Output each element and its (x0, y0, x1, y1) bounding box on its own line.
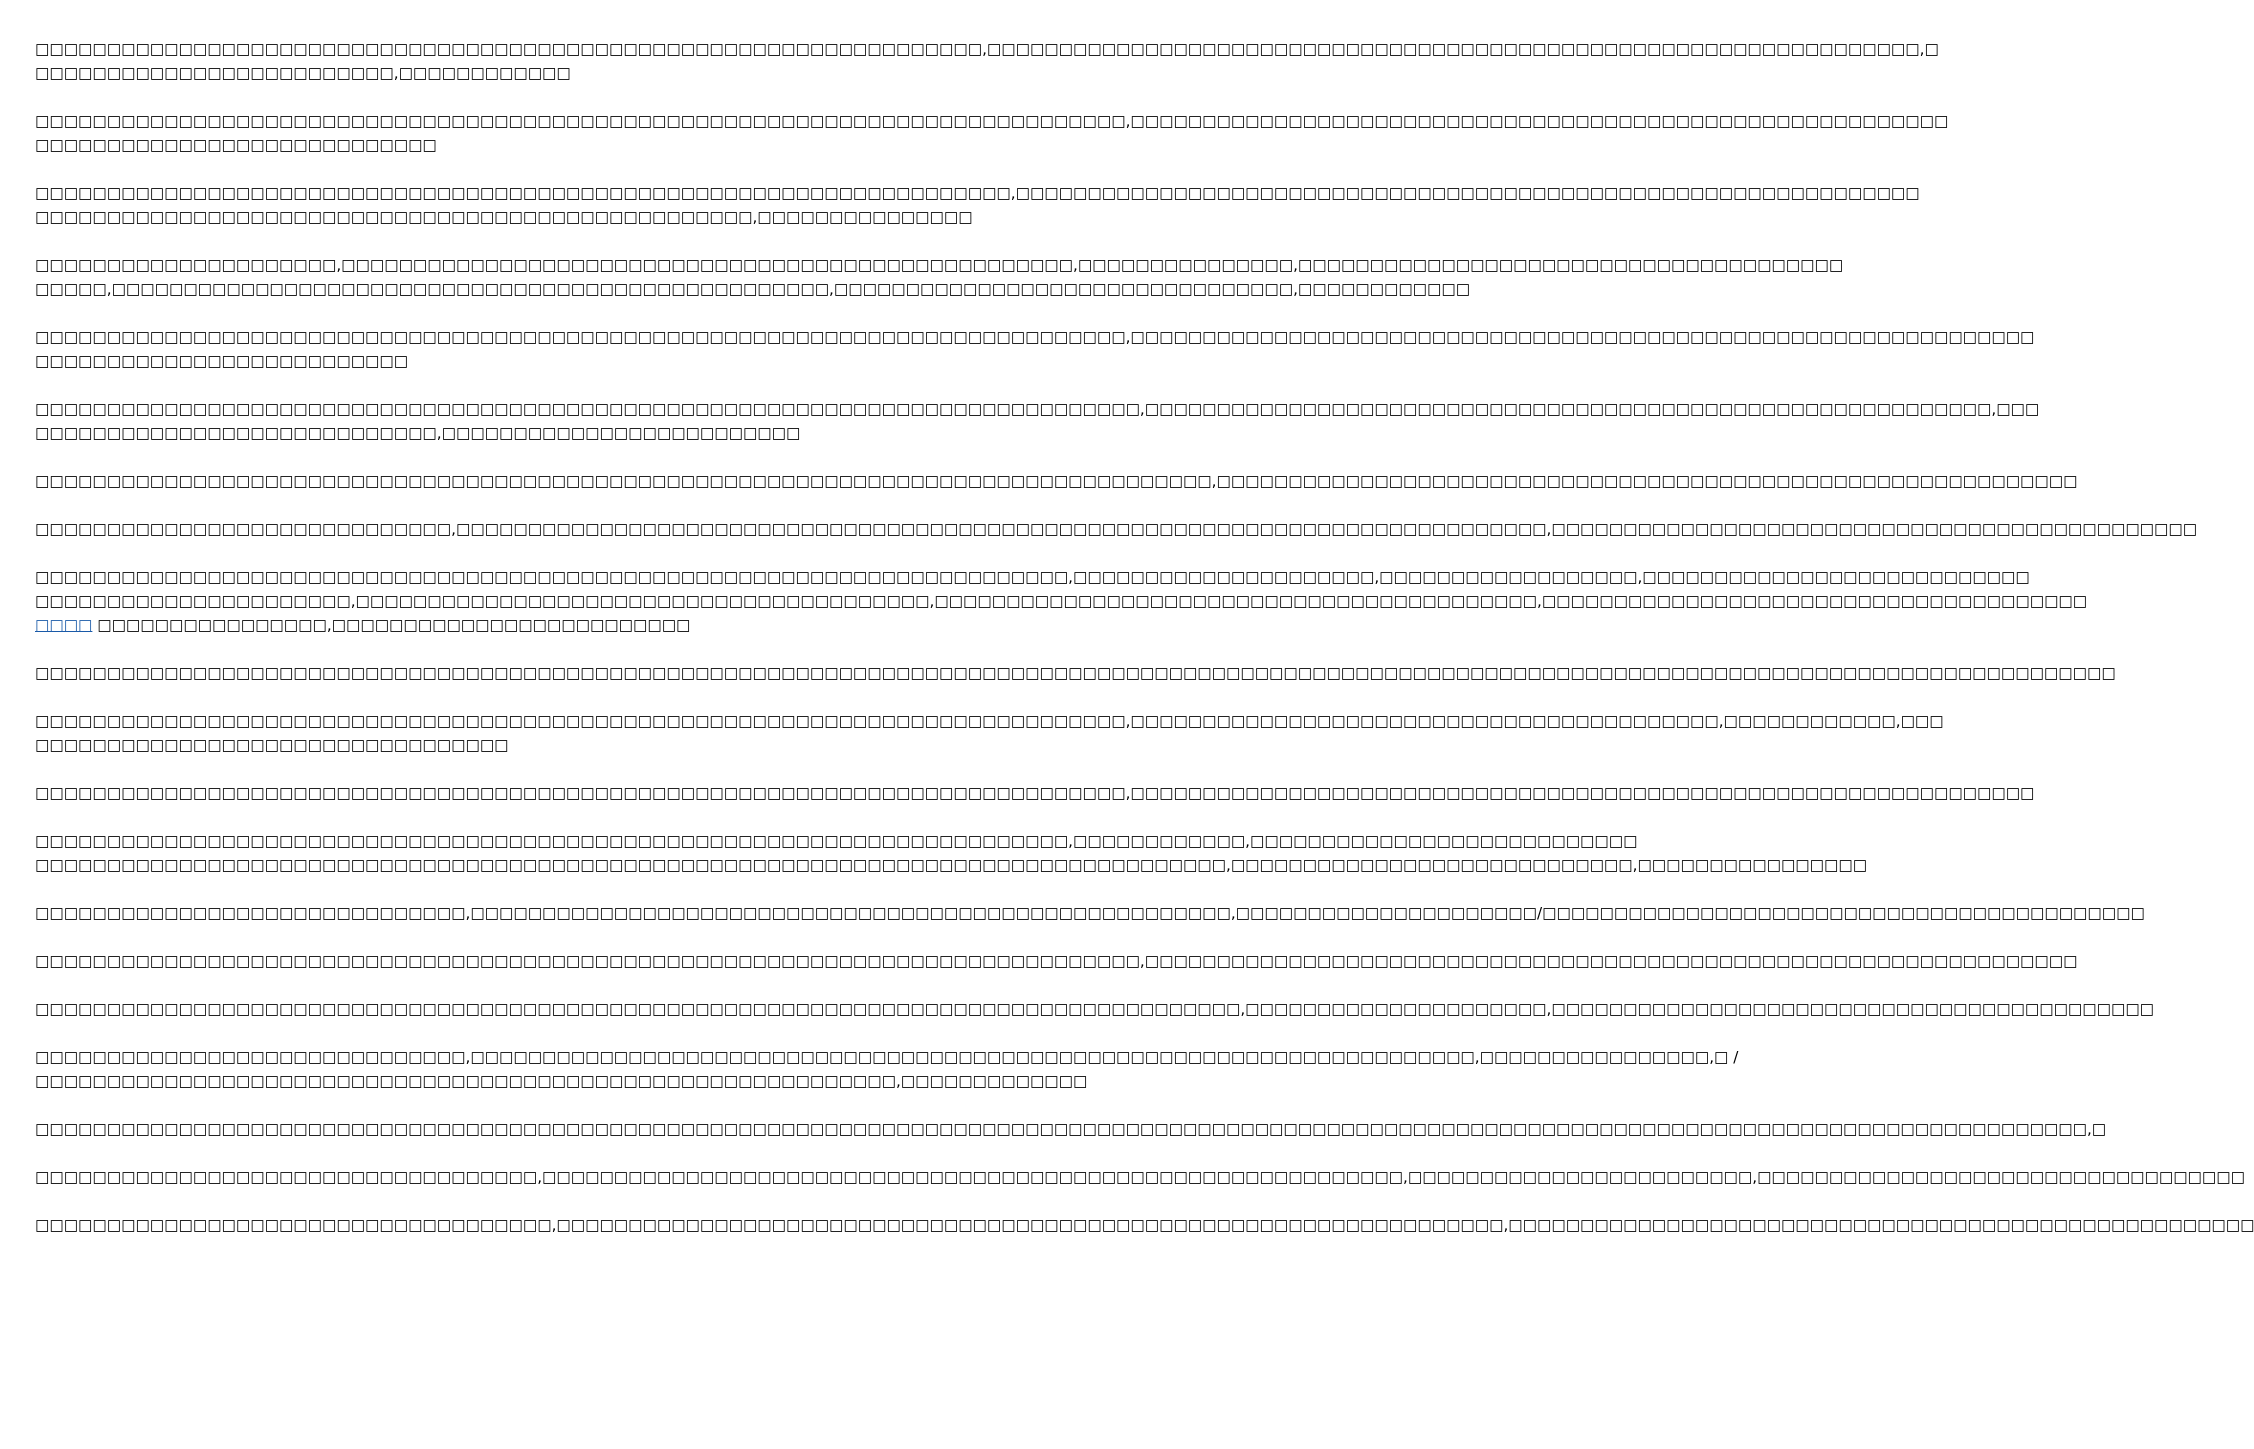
text-line: □□□□□□□□□□□□□□□□□□□□□□□□□□□□□□□□□□□□□□□□□□□□□□□□□□□□□□□□□□□□□□□□□□□□□□□□,□□□□□□□□□□□□□□□□□□□□□,□□□□□□□□□□□□□□□□□□,□□□□□□□□□□□□□□□□□□□□□□□□□□□ (35, 568, 2030, 586)
text-line: □□□□□□□□□□□□□□□□□□□□□,□□□□□□□□□□□□□□□□□□□□□□□□□□□□□□□□□□□□□□□□□□□□□□□□□□□,□□□□□□□□□□□□□□□,□□□□□□□□□□□□□□□□□□□□□□□□□□□□□□□□□□□□□□ (35, 256, 1844, 274)
text-line: □□□□□,□□□□□□□□□□□□□□□□□□□□□□□□□□□□□□□□□□□□□□□□□□□□□□□□□□,□□□□□□□□□□□□□□□□□□□□□□□□□□□□□□□□,□□□□□□□□□□□□ (35, 280, 1471, 298)
paragraph (35, 1165, 2245, 1189)
paragraph (35, 1213, 2254, 1237)
text-line: □□□□□□□□□□□□□□□□□□□□□□□□□□□□□□□□□□□□□□□□□□□□□□□□□□□□□□□□□□□□□□□□□□□□□□□□□□□□,□□□□□□□□□□□□□□□□□□□□□□□□□□□□□□□□□□□□□□□□□,□□□□□□□□□□□□,□□□ (35, 712, 1944, 730)
document-body (35, 37, 2254, 1261)
text-line: □□□□□□□□□□□□□□□□□□□□□□□□□□□□□□□□□□□□□□□□□□□□□□□□□□□□□□□□□□□□□□□□□□□□□□□□□□□□□□□□□□,□□□□□□□□□□□□□□□□□□□□□□□□□□□□□□□□□□□□□□□□□□□□□□□□□□□□□□□□□□□□ (35, 472, 2078, 490)
paragraph (35, 109, 1949, 157)
text-line: □□□□□□□□□□□□□□□□□□□□□□□□□,□□□□□□□□□□□□ (35, 64, 571, 82)
paragraph (35, 325, 2035, 373)
paragraph (35, 781, 2035, 805)
paragraph (35, 517, 2198, 541)
text-line: □□□□□□□□□□□□□□□□□□□□□□□□□□□□□□□□□□□□□□□□□□□□□□□□□□□□□□□□□□□□□□□□□□□□□□□□□□□□,□□□□□□□□□□□□□□□□□□□□□□□□□□□□□□□□□□□□□□□□□□□□□□□□□□□□□□□□□□□□□□□ (35, 784, 2035, 802)
paragraph (35, 253, 1844, 301)
paragraph (35, 661, 2116, 685)
text-line: □□□□□□□□□□□□□□□□□□□□□□□□□□□□□□□□□ (35, 736, 509, 754)
text-line: □□□□□□□□□□□□□□□□□□□□□□□□□□□□□□□□□□□□□□□□□□□□□□□□□□□□□□□□□□□□□□□□□□□□□□□□,□□□□□□□□□□□□,□□□□□□□□□□□□□□□□□□□□□□□□□□□ (35, 832, 1638, 850)
text-line: □□□□□□□□□□□□□□□□□□□□□□□□□□□□□□□□□□□□,□□□□□□□□□□□□□□□□□□□□□□□□□□□□□□□□□□□□□□□□□□□□□□□□□□□□□□□□□□□□□□□□□□,□□□□□□□□□□□□□□□□□□□□□□□□□□□□□□□□□□□□□□□□□□□□□□□□□□□□ (35, 1216, 2254, 1234)
text-line: □□□□□□□□□□□□□□□□□□□□□□□□□□□□□□□□□□□,□□□□□□□□□□□□□□□□□□□□□□□□□□□□□□□□□□□□□□□□□□□□□□□□□□□□□□□□□□□□,□□□□□□□□□□□□□□□□□□□□□□□□,□□□□□□□□□□□□□□□□□□□□□□□□□□□□□□□□□□ (35, 1168, 2245, 1186)
paragraph (35, 469, 2078, 493)
text-line: □□□□□□□□□□□□□□□□□□□□□□□□□□□□□,□□□□□□□□□□□□□□□□□□□□□□□□□□□□□□□□□□□□□□□□□□□□□□□□□□□□□□□□□□□□□□□□□□□□□□□□□□□□,□□□□□□□□□□□□□□□□□□□□□□□□□□□□□□□□□□□□□□□□□□□□□ (35, 520, 2198, 538)
text-line: □□□□□□□□□□□□□□□□□□□□□□□□□□□□□□□□□□□□□□□□□□□□□□□□□□□□□□□□□□□□□□□□□□□□□□□□□□□□□,□□□□□□□□□□□□□□□□□□□□□□□□□□□□□□□□□□□□□□□□□□□□□□□□□□□□□□□□□□□□□□□□□ (35, 952, 2078, 970)
text-line: □□□□□□□□□□□□□□□□□□□□□□□□□□□□□□,□□□□□□□□□□□□□□□□□□□□□□□□□□□□□□□□□□□□□□□□□□□□□□□□□□□□□□□□□□□□□□□□□□□□□□,□□□□□□□□□□□□□□□□,□ / (35, 1048, 1739, 1066)
text-line: □□□□□□□□□□□□□□□□□□□□□□,□□□□□□□□□□□□□□□□□□□□□□□□□□□□□□□□□□□□□□□□,□□□□□□□□□□□□□□□□□□□□□□□□□□□□□□□□□□□□□□□□□□,□□□□□□□□□□□□□□□□□□□□□□□□□□□□□□□□□□□□□□ (35, 592, 2088, 610)
text-line: □□□□□□□□□□□□□□□□□□□□□□□□□□□□,□□□□□□□□□□□□□□□□□□□□□□□□□ (35, 424, 801, 442)
paragraph (35, 397, 2040, 445)
paragraph (35, 709, 1944, 757)
text-line: □□□□□□□□□□□□□□□□□□□□□□□□□□□□□□□□□□□□□□□□□□□□□□□□□□□□□□□□□□□□□□□□□□□□□□□□□□□□,□□□□□□□□□□□□□□□□□□□□□□□□□□□□□□□□□□□□□□□□□□□□□□□□□□□□□□□□□ (35, 112, 1949, 130)
text-line: □□□□□□□□□□□□□□□□□□□□□□□□□□□□□□□□□□□□□□□□□□□□□□□□□□□□□□□□□□□□□□□□□□,□□□□□□□□□□□□□□□□□□□□□□□□□□□□□□□□□□□□□□□□□□□□□□□□□□□□□□□□□□□□□□□□□,□ (35, 40, 1939, 58)
inline-link[interactable]: □□□□ (35, 616, 93, 634)
text-line: □□□□□□□□□□□□□□□□□□□□□□□□□□□□□□□□□□□□□□□□□□□□□□□□□□□□□□□□□□□□□□□□□□□□□□□□□□□□,□□□□□□□□□□□□□□□□□□□□□□□□□□□□□□□□□□□□□□□□□□□□□□□□□□□□□□□□□□□□□□□ (35, 328, 2035, 346)
text-line-with-link (35, 613, 990, 637)
paragraph (35, 1045, 1739, 1093)
text-line: □□□□□□□□□□□□□□□□□□□□□□□□□□□□□□,□□□□□□□□□□□□□□□□□□□□□□□□□□□□□□□□□□□□□□□□□□□□□□□□□□□□□,□□□□□□□□□□□□□□□□□□□□□/□□□□□□□□□□□□□□□□□□□□□□□□□□□□□□□□□□□□□□□□□□ (35, 904, 2145, 922)
text-line: □□□□□□□□□□□□□□□□□□□□□□□□□□□□□□□□□□□□□□□□□□□□□□□□□□□□□□□□□□□□□□□□□□□□□□□□□□□□□,□□□□□□□□□□□□□□□□□□□□□□□□□□□□□□□□□□□□□□□□□□□□□□□□□□□□□□□□□□□,□□□ (35, 400, 2040, 418)
text-line: □□□□□□□□□□□□□□□□□□□□□□□□□□□□□□□□□□□□□□□□□□□□□□□□□□□□□□□□□□□□□□□□□□□□□□□□□□□□□□□□□□□□□□□□□□□□□□□□□□□□□□□□□□□□□□□□□□□□□□□□□□□□□□□□□□□□□□□□□□□□□□□,□ (35, 1120, 2107, 1138)
paragraph (35, 37, 1939, 85)
paragraph (35, 949, 2078, 973)
text-line: □□□□□□□□□□□□□□□□□□□□□□□□□□□□□□□□□□□□□□□□□□□□□□□□□□□□□□□□□□□□□□□□□□□□,□□□□□□□□□□□□□□□□□□□□□□□□□□□□□□□□□□□□□□□□□□□□□□□□□□□□□□□□□□□□□□□ (35, 184, 1920, 202)
text-line: □□□□□□□□□□□□□□□□□□□□□□□□□□□□□□□□□□□□□□□□□□□□□□□□□□□□□□□□□□□□□□□□□□□□□□□□□□□□□□□□□□□□,□□□□□□□□□□□□□□□□□□□□□,□□□□□□□□□□□□□□□□□□□□□□□□□□□□□□□□□□□□□□□□□□ (35, 1000, 2155, 1018)
paragraph (35, 1117, 2107, 1141)
paragraph (35, 901, 2145, 925)
paragraph (35, 565, 2088, 637)
text-line: □□□□□□□□□□□□□□□□□□□□□□□□□□□□ (35, 136, 437, 154)
text-line: □□□□□□□□□□□□□□□□□□□□□□□□□□□□□□□□□□□□□□□□□□□□□□□□□□,□□□□□□□□□□□□□□□ (35, 208, 973, 226)
text-after-link: □□□□□□□□□□□□□□□□,□□□□□□□□□□□□□□□□□□□□□□□□□ (92, 616, 691, 634)
text-line: □□□□□□□□□□□□□□□□□□□□□□□□□□□□□□□□□□□□□□□□□□□□□□□□□□□□□□□□□□□□□□□□□□□□□□□□□□□□□□□□□□□,□□□□□□□□□□□□□□□□□□□□□□□□□□□□,□□□□□□□□□□□□□□□□ (35, 856, 1868, 874)
text-line: □□□□□□□□□□□□□□□□□□□□□□□□□□□□□□□□□□□□□□□□□□□□□□□□□□□□□□□□□□□□,□□□□□□□□□□□□□ (35, 1072, 1088, 1090)
text-line: □□□□□□□□□□□□□□□□□□□□□□□□□□□□□□□□□□□□□□□□□□□□□□□□□□□□□□□□□□□□□□□□□□□□□□□□□□□□□□□□□□□□□□□□□□□□□□□□□□□□□□□□□□□□□□□□□□□□□□□□□□□□□□□□□□□□□□□□□□□□□□□□□ (35, 664, 2116, 682)
paragraph (35, 181, 1920, 229)
paragraph (35, 829, 1868, 877)
paragraph (35, 997, 2155, 1021)
text-line: □□□□□□□□□□□□□□□□□□□□□□□□□□ (35, 352, 409, 370)
